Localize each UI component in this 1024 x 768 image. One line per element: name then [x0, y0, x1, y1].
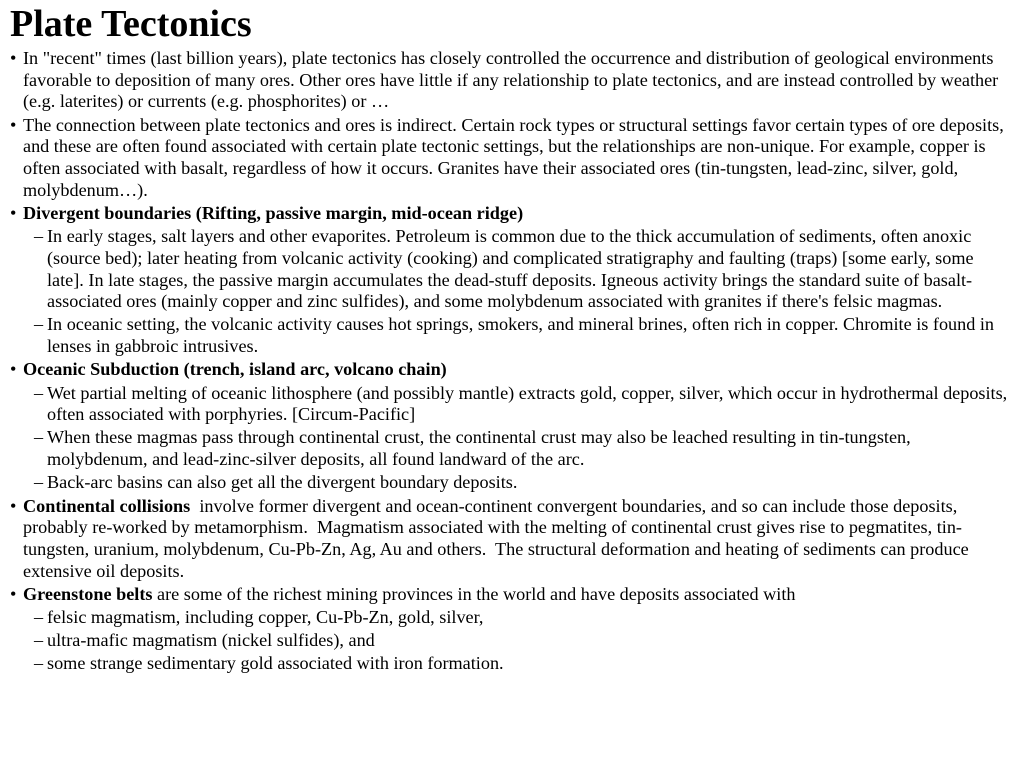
- sub-item-text: When these magmas pass through continental crust, the continental crust may also be leached resulting in tin-tungsten, molybdenum, and lead-zinc-silver deposits, all found landward of the arc.: [47, 427, 911, 470]
- sub-item-text: Wet partial melting of oceanic lithosphere (and possibly mantle) extracts gold, copper, silver, which occur in hydrothermal deposits, often associated with porphyries. [Circum-Pacific]: [47, 382, 1008, 425]
- bullet-divergent-boundaries: [10, 203, 1014, 225]
- bullet-marker: •: [10, 495, 17, 516]
- sub-list: [10, 383, 1014, 495]
- sub-list-wrapper: [10, 226, 1014, 358]
- sub-item: [10, 226, 1014, 313]
- sub-item: [10, 427, 1014, 470]
- sub-list: [10, 607, 1014, 675]
- bullet-recent-times: [10, 48, 1014, 113]
- bullet-marker: •: [10, 48, 17, 68]
- bullet-text: are some of the richest mining provinces in the world and have deposits associated with: [152, 583, 796, 604]
- bullet-greenstone-belts: [10, 584, 1014, 606]
- sub-marker: –: [34, 226, 44, 247]
- page-title: Plate Tectonics: [10, 3, 252, 45]
- sub-marker: –: [34, 607, 44, 628]
- sub-marker: –: [34, 630, 44, 651]
- sub-list: [10, 226, 1014, 358]
- bullet-list: [10, 48, 1014, 675]
- bullet-heading: Divergent boundaries (Rifting, passive margin, mid-ocean ridge): [23, 202, 524, 223]
- bullet-heading: Greenstone belts: [23, 583, 153, 604]
- bullet-text: involve former divergent and ocean-continent convergent boundaries, and so can include those deposits, probably re-worked by metamorphism. Magmatism associated with the melting of continental crust gives rise to pegmatites, tin-tungsten, uranium, molybdenum, Cu-Pb-Zn, Ag, Au and others. The structural deformation and heating of sediments can produce extensive oil deposits.: [23, 495, 974, 581]
- sub-item: [10, 607, 1014, 629]
- sub-list-wrapper: [10, 607, 1014, 675]
- sub-item-text: In early stages, salt layers and other evaporites. Petroleum is common due to the thick accumulation of sediments, often anoxic (source bed); later heating from volcanic activity (cooking) and complicated stratigraphy and faulting (traps) [some early, some late]. In late stages, the passive margin accumulates the dead-stuff deposits. Igneous activity brings the standard suite of basalt-associated ores (mainly copper and zinc sulfides), and some molybdenum associated with granites if there's felsic magmas.: [47, 226, 974, 312]
- bullet-text: The connection between plate tectonics and ores is indirect. Certain rock types or structural settings favor certain types of ore deposits, and these are often found associated with certain plate tectonic settings, but the relationships are non-unique. For example, copper is often associated with basalt, regardless of how it occurs. Granites have their associated ores (tin-tungsten, lead-zinc, silver, gold, molybdenum…).: [23, 114, 1004, 200]
- bullet-oceanic-subduction: [10, 359, 1014, 381]
- bullet-marker: •: [10, 359, 17, 380]
- sub-list-wrapper: [10, 383, 1014, 495]
- slide: [10, 0, 1014, 677]
- sub-item-text: In oceanic setting, the volcanic activity causes hot springs, smokers, and mineral brines, often rich in copper. Chromite is found in lenses in gabbroic intrusives.: [47, 314, 995, 357]
- sub-marker: –: [34, 472, 44, 493]
- sub-marker: –: [34, 314, 44, 335]
- sub-marker: –: [34, 653, 44, 674]
- sub-marker: –: [34, 382, 44, 403]
- bullet-continental-collisions: [10, 496, 1014, 583]
- sub-item: [10, 314, 1014, 357]
- bullet-marker: •: [10, 202, 17, 223]
- sub-item-text: ultra-mafic magmatism (nickel sulfides), and: [47, 630, 375, 651]
- sub-item-text: some strange sedimentary gold associated with iron formation.: [47, 653, 504, 674]
- sub-item-text: Back-arc basins can also get all the divergent boundary deposits.: [47, 472, 518, 493]
- bullet-marker: •: [10, 114, 17, 135]
- bullet-text: In "recent" times (last billion years), plate tectonics has closely controlled the occurrence and distribution of geological environments favorable to deposition of many ores. Other ores have little if any relationship to plate tectonics, and are instead controlled by weather (e.g. laterites) or currents (e.g. phosphorites) or …: [23, 48, 999, 112]
- bullet-heading: Continental collisions: [23, 495, 191, 516]
- sub-item: [10, 630, 1014, 652]
- sub-marker: –: [34, 427, 44, 448]
- bullet-connection: [10, 115, 1014, 202]
- bullet-marker: •: [10, 583, 17, 604]
- bullet-heading: Oceanic Subduction (trench, island arc, volcano chain): [23, 359, 447, 380]
- sub-item-text: felsic magmatism, including copper, Cu-Pb-Zn, gold, silver,: [47, 607, 484, 628]
- sub-item: [10, 383, 1014, 426]
- sub-item: [10, 653, 1014, 675]
- sub-item: [10, 472, 1014, 494]
